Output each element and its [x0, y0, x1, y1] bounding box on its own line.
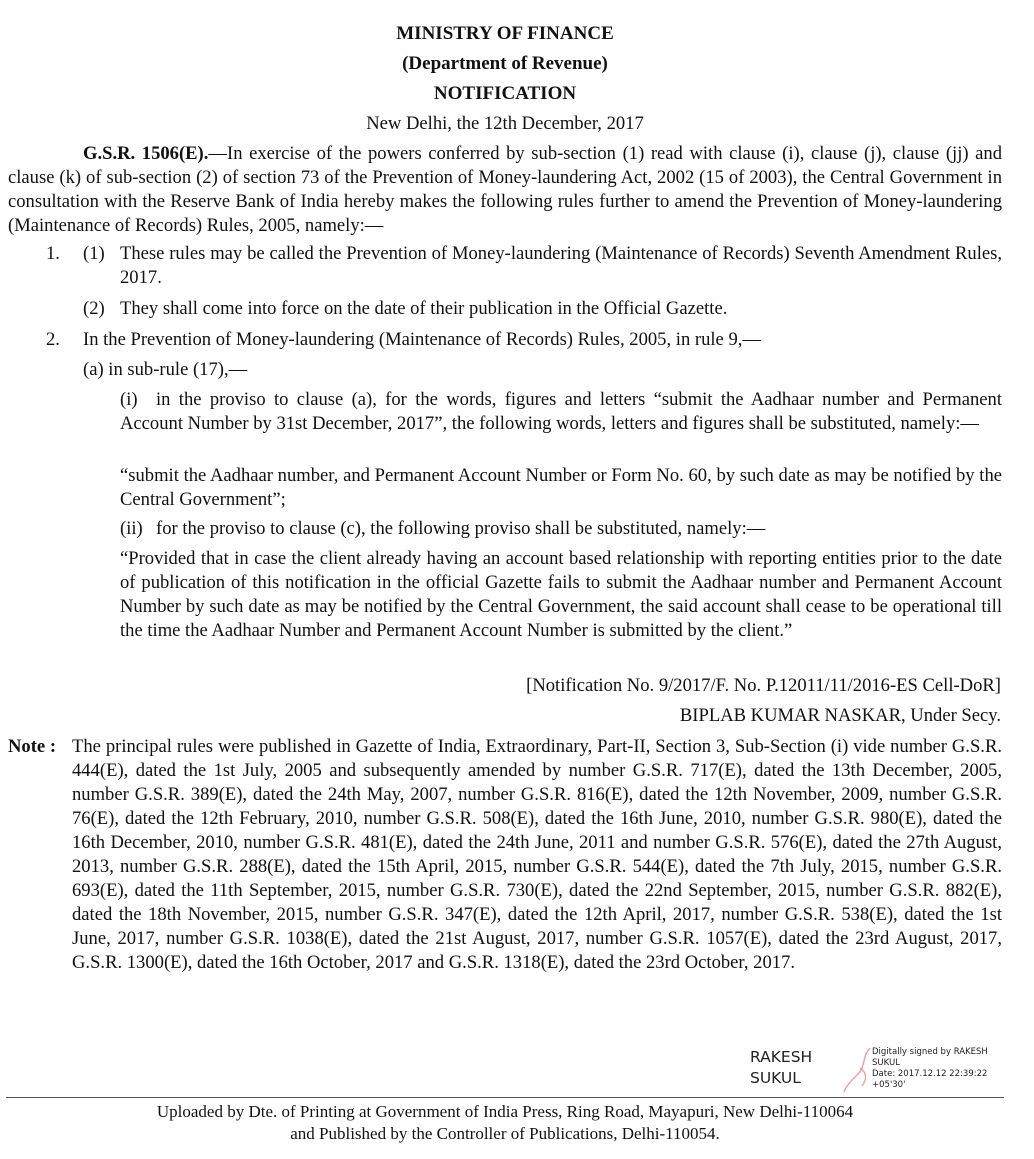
signature-meta-line-2: SUKUL: [872, 1058, 900, 1068]
ministry-heading: MINISTRY OF FINANCE: [396, 23, 614, 44]
clause-ii-proviso: “Provided that in case the client already having an account based relationship with reporting entities prior to the date of publication of this notification in the official Gazette fails to submit the Aadhaar number and Permanent Account Number by such date as may be notified by the Central Government, the said account shall cease to be operational till the time the Aadhaar Number and Permanent Account Number is submitted by the client.”: [120, 548, 1002, 641]
rule-1-sub-1-number: (1): [83, 243, 105, 264]
rule-1-sub-2-number: (2): [83, 298, 105, 319]
department-heading: (Department of Revenue): [402, 53, 608, 74]
signatory-line: BIPLAB KUMAR NASKAR, Under Secy.: [679, 705, 1001, 726]
rule-1-sub-2-text: They shall come into force on the date of their publication in the Official Gazette.: [120, 298, 728, 319]
rule-2-number: 2.: [46, 329, 60, 350]
clause-i-substitution: “submit the Aadhaar number, and Permanent Account Number or Form No. 60, by such date as may be notified by the Central Government”;: [120, 465, 1002, 510]
note-text: The principal rules were published in Gazette of India, Extraordinary, Part-II, Section 3, Sub-Section (i) vide number G.S.R. 444(E), dated the 1st July, 2005 and subsequently amended by number G.S.R. 717(E), dated the 13th December, 2005, number G.S.R. 389(E), dated the 24th May, 2007, number G.S.R. 816(E), dated the 12th November, 2009, number G.S.R. 76(E), dated the 12th February, 2010, number G.S.R. 508(E), dated the 16th June, 2010, number G.S.R. 980(E), dated the 16th December, 2010, number G.S.R. 481(E), dated the 24th June, 2011 and number G.S.R. 576(E), dated the 27th August, 2013, number G.S.R. 288(E), dated the 15th April, 2015, number G.S.R. 544(E), dated the 7th July, 2015, number G.S.R. 693(E), dated the 11th September, 2015, number G.S.R. 730(E), dated the 22nd September, 2015, number G.S.R. 882(E), dated the 18th November, 2015, number G.S.R. 347(E), dated the 12th April, 2017, number G.S.R. 538(E), dated the 1st June, 2017, number G.S.R. 1038(E), dated the 21st August, 2017, number G.S.R. 1057(E), dated the 23rd August, 2017, G.S.R. 1300(E), dated the 16th October, 2017 and G.S.R. 1318(E), dated the 23rd October, 2017.: [72, 736, 1002, 973]
footer-line-1: Uploaded by Dte. of Printing at Government of India Press, Ring Road, Mayapuri, New Delhi-110064: [156, 1102, 854, 1121]
notification-reference: [Notification No. 9/2017/F. No. P.12011/11/2016-ES Cell-DoR]: [526, 675, 1001, 696]
signature-meta-line-3: Date: 2017.12.12 22:39:22: [872, 1069, 988, 1079]
sub-rule-a: (a) in sub-rule (17),—: [83, 359, 248, 380]
signature-name-line-2: SUKUL: [750, 1069, 801, 1087]
gsr-number: G.S.R. 1506(E).: [83, 143, 209, 164]
signature-meta-line-1: Digitally signed by RAKESH: [872, 1047, 988, 1057]
signature-meta-line-4: +05'30': [872, 1080, 906, 1090]
footer-line-2: and Published by the Controller of Publications, Delhi-110054.: [290, 1124, 720, 1143]
note-label: Note :: [8, 736, 57, 757]
clause-ii-number: (ii): [120, 518, 143, 539]
place-date-line: New Delhi, the 12th December, 2017: [366, 113, 644, 134]
digital-signature-details: [872, 1047, 1012, 1091]
preamble-paragraph: [8, 142, 1002, 238]
footer-divider: [6, 1097, 1004, 1098]
rule-1-number: 1.: [46, 243, 60, 264]
clause-i-number: (i): [120, 389, 138, 410]
preamble-text: —In exercise of the powers conferred by sub-section (1) read with clause (i), clause (j), clause (jj) and clause (k) of sub-section (2) of section 73 of the Prevention of Money-laundering Act, 2002 (15 of 2003), the Central Government in consultation with the Reserve Bank of India hereby makes the following rules further to amend the Prevention of Money-laundering (Maintenance of Records) Rules, 2005, namely:—: [8, 143, 1003, 236]
notification-heading: NOTIFICATION: [433, 83, 577, 104]
clause-i-text: in the proviso to clause (a), for the words, figures and letters “submit the Aadhaar number and Permanent Account Number by 31st December, 2017”, the following words, letters and figures shall be substituted, namely:—: [120, 389, 1002, 434]
digital-signature-name: [750, 1047, 812, 1089]
rule-1-sub-1-text: These rules may be called the Prevention of Money-laundering (Maintenance of Records) Seventh Amendment Rules, 2017.: [120, 243, 1002, 288]
signature-name-line-1: RAKESH: [750, 1048, 813, 1066]
clause-ii-text: for the proviso to clause (c), the following proviso shall be substituted, namely:—: [156, 518, 766, 539]
rule-2-text: In the Prevention of Money-laundering (Maintenance of Records) Rules, 2005, in rule 9,—: [83, 329, 761, 350]
